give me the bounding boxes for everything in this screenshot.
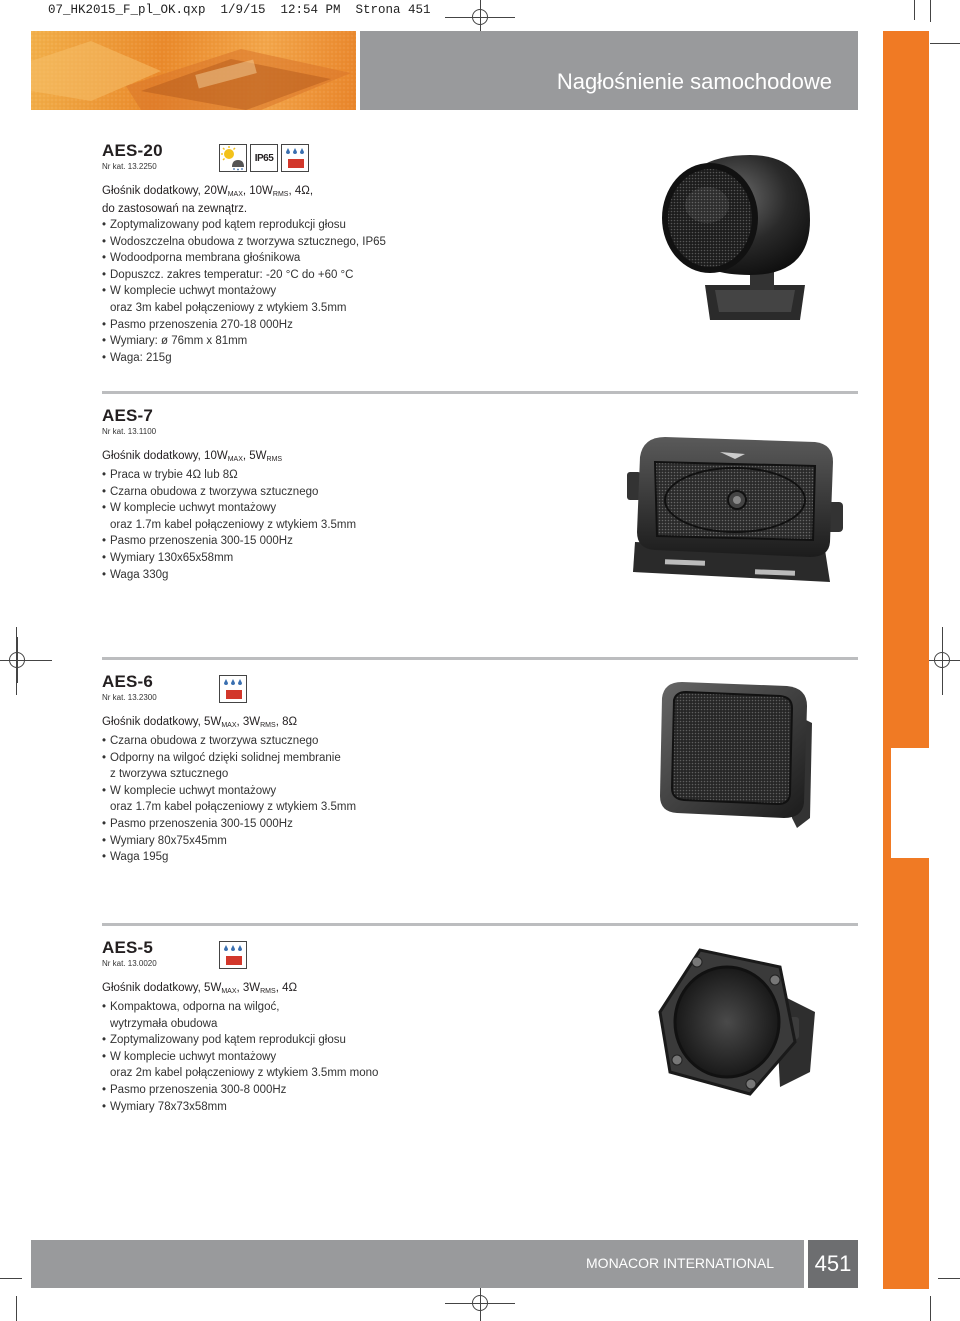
crop-mark bbox=[0, 1278, 22, 1279]
water-drops-icon bbox=[219, 675, 247, 703]
feature-item: • Pasmo przenoszenia 300-8 000Hz bbox=[102, 1082, 562, 1099]
product-icons bbox=[219, 144, 309, 172]
product-subtitle: Głośnik dodatkowy, $5W_{MAX}$, $3W_{RMS}$, 8Ω bbox=[102, 716, 298, 729]
feature-item: • Pasmo przenoszenia 270-18 000Hz bbox=[102, 317, 562, 334]
product-photo-aes-20 bbox=[655, 150, 820, 330]
feature-item: • Waga 195g bbox=[102, 849, 562, 866]
feature-item: • Pasmo przenoszenia 300-15 000Hz bbox=[102, 533, 562, 550]
feature-item-continued: z tworzywa sztucznego bbox=[110, 768, 229, 781]
feature-item-continued: oraz 3m kabel połączeniowy z wtykiem 3.5mm bbox=[110, 301, 347, 314]
product-subtitle: Głośnik dodatkowy, $10W_{MAX}$, $5W_{RMS}$ bbox=[102, 450, 283, 463]
crop-mark bbox=[930, 1296, 931, 1321]
crop-mark bbox=[938, 1278, 960, 1279]
crop-mark bbox=[16, 1296, 17, 1321]
feature-item: • Zoptymalizowany pod kątem reprodukcji głosu bbox=[102, 1032, 562, 1049]
feature-item: • W komplecie uchwyt montażowy bbox=[102, 500, 562, 517]
crop-mark bbox=[930, 43, 960, 44]
product-aes-5 bbox=[102, 938, 562, 1115]
print-slug: 07_HK2015_F_pl_OK.qxp 1/9/15 12:54 PM Strona 451 bbox=[48, 3, 431, 17]
catalog-number: Nr kat. 13.2250 bbox=[102, 162, 157, 171]
registration-mark-left bbox=[0, 637, 52, 683]
feature-item: • Wymiary 130x65x58mm bbox=[102, 550, 562, 567]
feature-item: • Kompaktowa, odporna na wilgoć, bbox=[102, 999, 562, 1016]
amplifier-photo bbox=[31, 31, 356, 110]
feature-item: • Waga: 215g bbox=[102, 350, 562, 367]
product-photo-aes-5 bbox=[655, 942, 820, 1107]
feature-item: • Wymiary: ø 76mm x 81mm bbox=[102, 333, 562, 350]
feature-item-continued: oraz 2m kabel połączeniowy z wtykiem 3.5mm mono bbox=[110, 1067, 379, 1080]
header-photo bbox=[31, 31, 356, 110]
crop-mark bbox=[914, 0, 915, 20]
orange-side-strip bbox=[883, 31, 929, 1289]
feature-list bbox=[102, 733, 562, 866]
crop-mark bbox=[930, 0, 931, 22]
product-aes-20 bbox=[102, 141, 562, 366]
section-divider bbox=[102, 923, 858, 926]
product-icons bbox=[219, 941, 247, 969]
product-model: AES-7 bbox=[102, 406, 154, 425]
product-aes-7 bbox=[102, 406, 562, 583]
product-model: AES-6 bbox=[102, 672, 154, 691]
product-icons bbox=[219, 675, 247, 703]
product-subtitle: Głośnik dodatkowy, $20W_{MAX}$, $10W_{RMS}$, 4Ω, do zastosowań na zewnątrz. bbox=[102, 185, 314, 215]
chapter-tab-notch bbox=[891, 748, 929, 858]
feature-item: • Praca w trybie 4Ω lub 8Ω bbox=[102, 467, 562, 484]
feature-item: • Wymiary 78x73x58mm bbox=[102, 1099, 562, 1116]
feature-item: • Dopuszcz. zakres temperatur: -20 °C do +60 °C bbox=[102, 267, 562, 284]
feature-list bbox=[102, 999, 562, 1115]
header-bar bbox=[360, 31, 858, 110]
product-photo-aes-7 bbox=[625, 432, 855, 607]
feature-item: • W komplecie uchwyt montażowy bbox=[102, 283, 562, 300]
feature-item: • Wodoodporna membrana głośnikowa bbox=[102, 250, 562, 267]
ip65-icon: IP65 bbox=[250, 144, 278, 172]
sun-weather-icon bbox=[219, 144, 247, 172]
footer-brand: MONACOR INTERNATIONAL bbox=[586, 1255, 774, 1271]
product-model: AES-5 bbox=[102, 938, 154, 957]
feature-item-continued: oraz 1.7m kabel połączeniowy z wtykiem 3.5mm bbox=[110, 518, 357, 531]
feature-item: • W komplecie uchwyt montażowy bbox=[102, 1049, 562, 1066]
catalog-number: Nr kat. 13.0020 bbox=[102, 959, 157, 968]
feature-item: • Wymiary 80x75x45mm bbox=[102, 833, 562, 850]
product-subtitle: Głośnik dodatkowy, $5W_{MAX}$, $3W_{RMS}$, 4Ω bbox=[102, 982, 298, 995]
feature-item: • Czarna obudowa z tworzywa sztucznego bbox=[102, 733, 562, 750]
feature-list bbox=[102, 217, 562, 366]
feature-item: • Waga 330g bbox=[102, 567, 562, 584]
feature-item: • W komplecie uchwyt montażowy bbox=[102, 783, 562, 800]
footer-bar bbox=[31, 1240, 804, 1288]
crop-mark bbox=[16, 627, 17, 695]
product-model: AES-20 bbox=[102, 141, 163, 160]
section-divider bbox=[102, 391, 858, 394]
section-divider bbox=[102, 657, 858, 660]
feature-list bbox=[102, 467, 562, 583]
feature-item: • Czarna obudowa z tworzywa sztucznego bbox=[102, 484, 562, 501]
catalog-number: Nr kat. 13.1100 bbox=[102, 427, 157, 436]
catalog-number: Nr kat. 13.2300 bbox=[102, 693, 157, 702]
water-drops-icon bbox=[281, 144, 309, 172]
product-aes-6 bbox=[102, 672, 562, 866]
page-number: 451 bbox=[808, 1240, 858, 1288]
crop-mark bbox=[942, 627, 943, 695]
feature-item-continued: wytrzymała obudowa bbox=[110, 1017, 218, 1030]
product-photo-aes-6 bbox=[652, 678, 817, 838]
feature-item: • Odporny na wilgoć dzięki solidnej membranie bbox=[102, 750, 562, 767]
feature-item: • Wodoszczelna obudowa z tworzywa sztucznego, IP65 bbox=[102, 234, 562, 251]
feature-item-continued: oraz 1.7m kabel połączeniowy z wtykiem 3.5mm bbox=[110, 801, 357, 814]
feature-item: • Zoptymalizowany pod kątem reprodukcji głosu bbox=[102, 217, 562, 234]
page-title: Nagłośnienie samochodowe bbox=[556, 69, 832, 94]
feature-item: • Pasmo przenoszenia 300-15 000Hz bbox=[102, 816, 562, 833]
water-drops-icon bbox=[219, 941, 247, 969]
